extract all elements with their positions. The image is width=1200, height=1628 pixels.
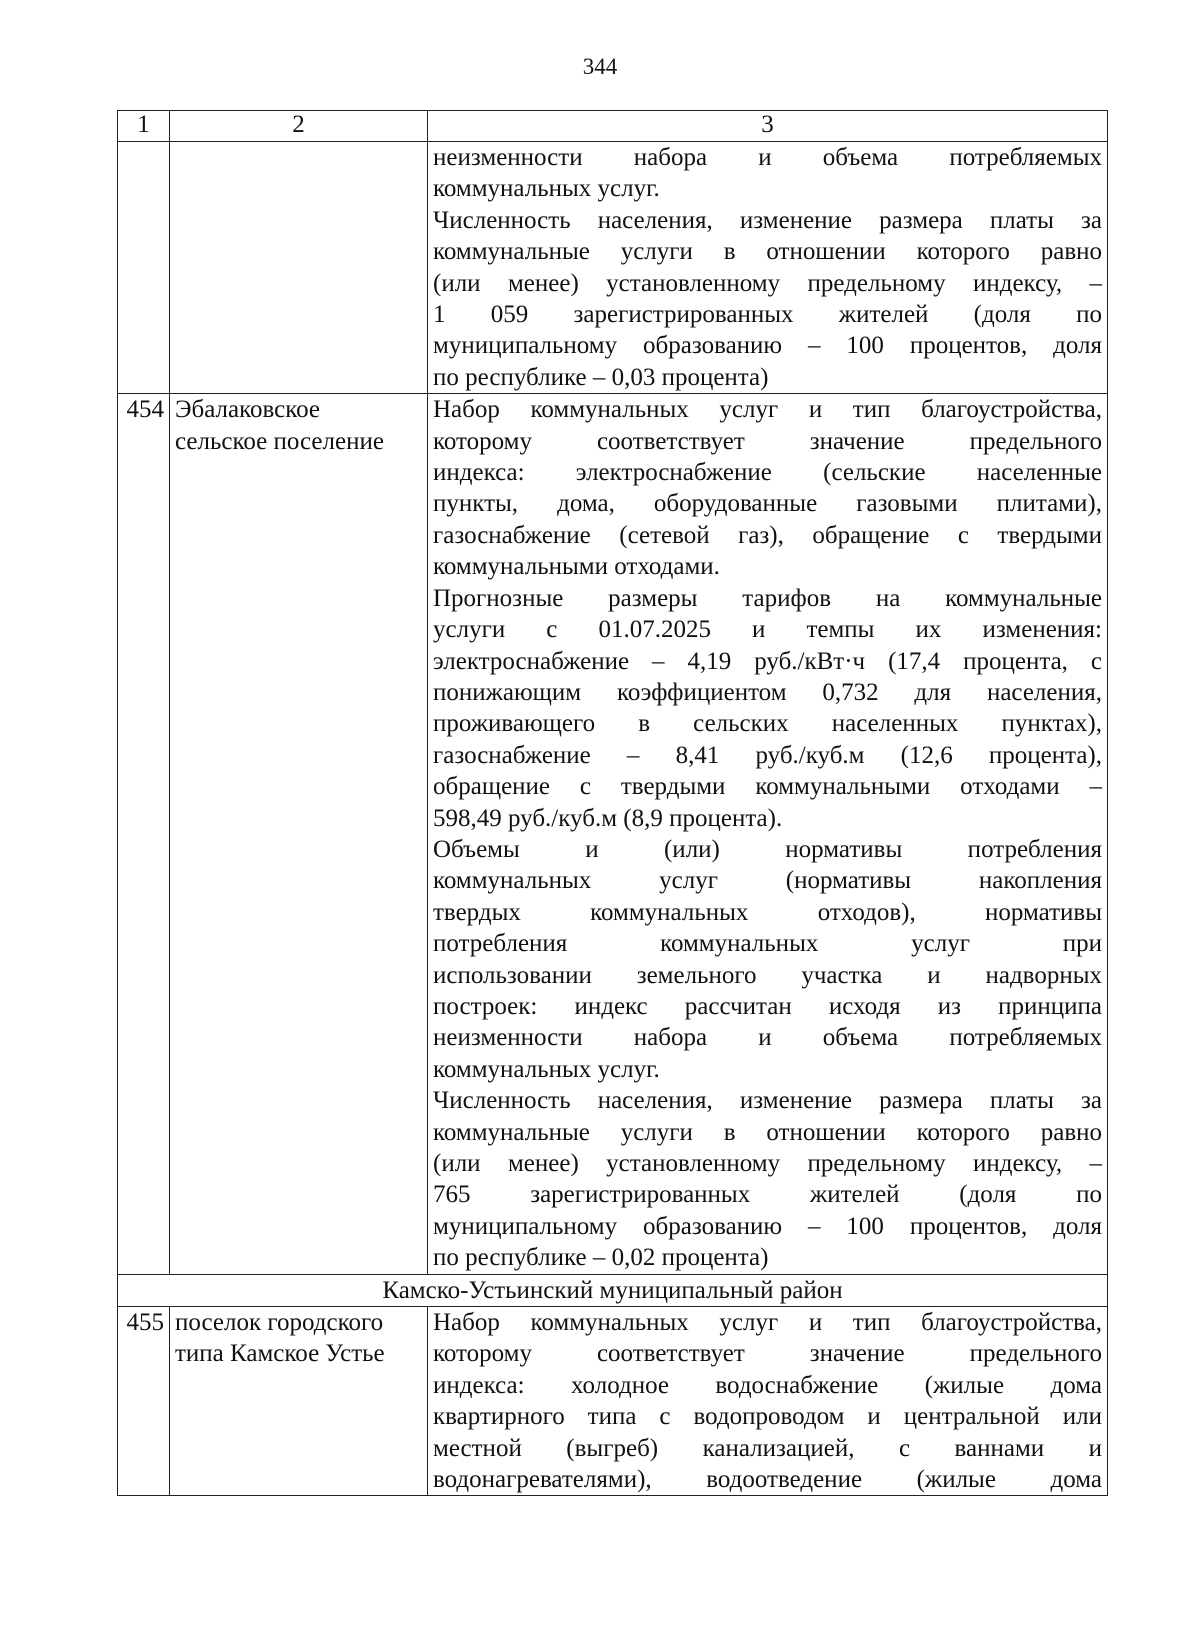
text-line: потребления коммунальных услуг при	[433, 930, 1102, 958]
text-line: (или менее) установленному предельному индексу, –	[433, 1150, 1102, 1177]
text-line: 765 зарегистрированных жителей (доля по	[433, 1181, 1102, 1209]
text-line: электроснабжение – 4,19 руб./кВт·ч (17,4 процента, с	[433, 647, 1102, 675]
row-number-cell: 454	[118, 394, 170, 1274]
column-header-3: 3	[428, 111, 1108, 142]
table-row-region	[118, 1274, 1108, 1306]
text-line: Численность населения, изменение размера платы за	[433, 206, 1102, 234]
text-line: муниципальному образованию – 100 процентов, доля	[433, 1212, 1102, 1240]
text-line: местной (выгреб) канализацией, с ваннами и	[433, 1434, 1102, 1462]
text-line: коммунальных услуг (нормативы накопления	[433, 867, 1102, 895]
region-heading: Камско-Устьинский муниципальный район	[118, 1274, 1108, 1306]
text-line: газоснабжение – 8,41 руб./куб.м (12,6 процента),	[433, 741, 1102, 769]
text-line: понижающим коэффициентом 0,732 для населения,	[433, 678, 1102, 706]
table-row-454	[118, 394, 1108, 1274]
settlement-name-line: поселок городского	[175, 1309, 384, 1337]
row-description-cell	[428, 142, 1108, 394]
text-line: 1 059 зарегистрированных жителей (доля по	[433, 301, 1102, 329]
text-line: водонагревателями), водоотведение (жилые дома	[433, 1466, 1102, 1494]
text-line: которому соответствует значение предельного	[433, 427, 1102, 455]
text-line: газоснабжение (сетевой газ), обращение с твердыми	[433, 521, 1102, 549]
row-number-cell	[118, 142, 170, 394]
text-line: (или менее) установленному предельному индексу, –	[433, 269, 1102, 297]
settlement-name-line: типа Камское Устье	[175, 1340, 385, 1368]
row-name-cell	[170, 142, 428, 394]
text-line: коммунальными отходами.	[433, 553, 720, 581]
text-line: квартирного типа с водопроводом и центральной или	[433, 1403, 1102, 1431]
table-row-455	[118, 1307, 1108, 1496]
settlement-name-line: сельское поселение	[175, 427, 384, 455]
text-line: обращение с твердыми коммунальными отходами –	[433, 773, 1102, 801]
text-line: муниципальному образованию – 100 процентов, доля	[433, 332, 1102, 360]
text-line: Набор коммунальных услуг и тип благоустройства,	[433, 396, 1102, 424]
row-number-cell: 455	[118, 1307, 170, 1496]
row-description-cell	[428, 1307, 1108, 1496]
page-number: 344	[582, 54, 618, 79]
table-row-continuation	[118, 142, 1108, 394]
text-line: неизменности набора и объема потребляемых	[433, 1024, 1102, 1052]
text-line: Численность населения, изменение размера платы за	[433, 1087, 1102, 1115]
text-line: коммунальных услуг.	[433, 1055, 660, 1083]
text-line: Набор коммунальных услуг и тип благоустройства,	[433, 1309, 1102, 1337]
text-line: твердых коммунальных отходов), нормативы	[433, 898, 1102, 926]
text-line: которому соответствует значение предельного	[433, 1340, 1102, 1368]
text-line: коммунальных услуг.	[433, 175, 660, 203]
text-line: использовании земельного участка и надворных	[433, 961, 1102, 989]
tariff-table	[117, 110, 1108, 1496]
text-line: индекса: холодное водоснабжение (жилые дома	[433, 1371, 1102, 1399]
column-header-2: 2	[170, 111, 428, 142]
text-line: Объемы и (или) нормативы потребления	[433, 835, 1102, 863]
text-line: услуги с 01.07.2025 и темпы их изменения:	[433, 616, 1102, 644]
text-line: неизменности набора и объема потребляемых	[433, 144, 1102, 171]
text-line: коммунальные услуги в отношении которого равно	[433, 238, 1102, 266]
text-line: по республике – 0,03 процента)	[433, 363, 769, 391]
settlement-name-line: Эбалаковское	[175, 396, 321, 424]
column-header-1: 1	[118, 111, 170, 142]
text-line: индекса: электроснабжение (сельские населенные	[433, 459, 1102, 487]
row-name-cell	[170, 1307, 428, 1496]
row-name-cell	[170, 394, 428, 1274]
table-header-row	[118, 111, 1108, 142]
text-line: построек: индекс рассчитан исходя из принципа	[433, 992, 1102, 1020]
row-description-cell	[428, 394, 1108, 1274]
text-line: пункты, дома, оборудованные газовыми плитами),	[433, 490, 1102, 518]
text-line: Прогнозные размеры тарифов на коммунальные	[433, 584, 1102, 612]
text-line: по республике – 0,02 процента)	[433, 1244, 769, 1272]
text-line: 598,49 руб./куб.м (8,9 процента).	[433, 804, 783, 832]
text-line: проживающего в сельских населенных пунктах),	[433, 710, 1102, 738]
text-line: коммунальные услуги в отношении которого равно	[433, 1118, 1102, 1146]
